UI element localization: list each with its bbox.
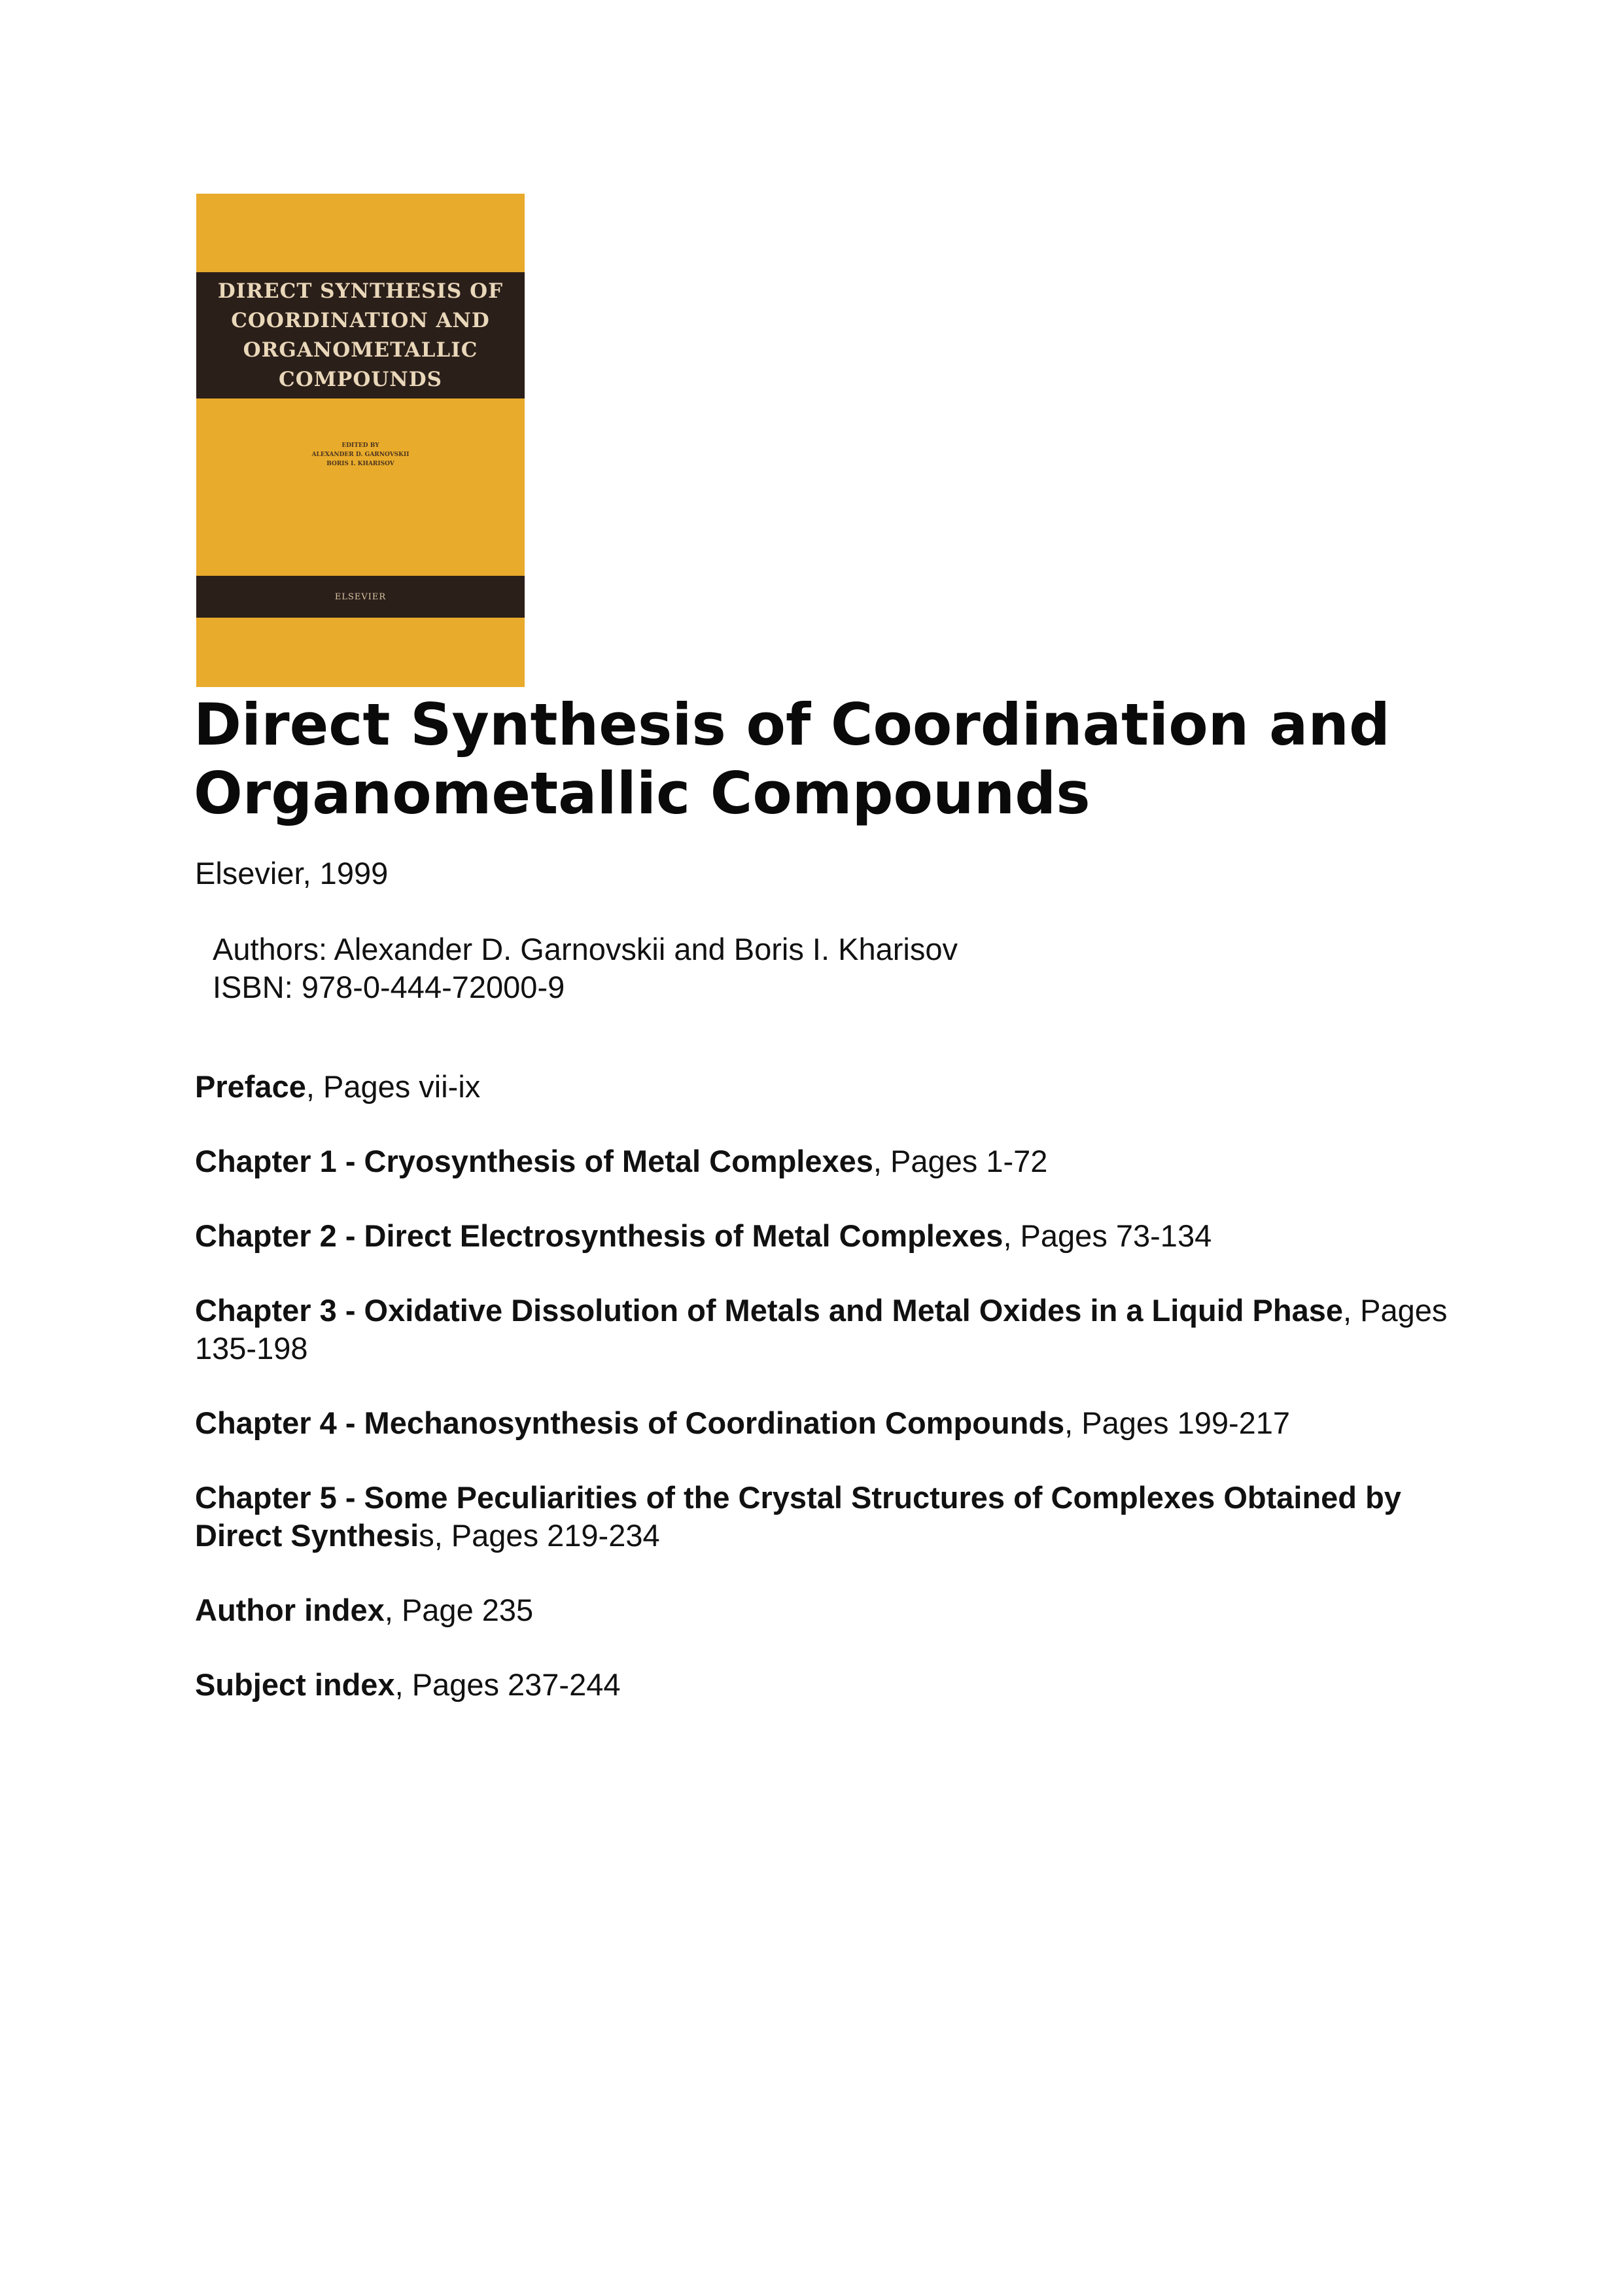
- toc-entry-preface[interactable]: [195, 1068, 1471, 1106]
- toc-entry-pages: , Pages 73-134: [1003, 1218, 1212, 1253]
- toc-entry-pages: , Pages vii-ix: [305, 1069, 481, 1104]
- book-meta: [213, 930, 958, 1006]
- cover-title-line-3: ORGANOMETALLIC: [243, 338, 478, 362]
- cover-title-line-1: DIRECT SYNTHESIS OF: [217, 279, 504, 303]
- toc-entry-pages: , Pages 199-217: [1064, 1405, 1291, 1440]
- toc-entry-pages: , Pages 219-234: [434, 1518, 660, 1553]
- cover-title-line-4: COMPOUNDS: [279, 367, 442, 391]
- book-title-line-1: Direct Synthesis of Coordination and: [194, 691, 1390, 758]
- toc-entry-title: Author index: [195, 1593, 385, 1627]
- cover-author-2: BORIS I. KHARISOV: [326, 461, 394, 467]
- cover-title-line-2: COORDINATION AND: [231, 308, 490, 332]
- toc-entry-chapter-4[interactable]: [195, 1404, 1471, 1442]
- toc-entry-title: Chapter 5 - Some Peculiarities of the Crystal Structures of Complexes Obtained by Direct Synthesi: [195, 1480, 1401, 1553]
- cover-edited-by: EDITED BY: [341, 442, 379, 449]
- cover-title-band: [196, 272, 525, 398]
- toc-entry-title: Chapter 1 - Cryosynthesis of Metal Complexes: [195, 1144, 873, 1178]
- book-cover-image: [196, 194, 525, 687]
- authors-line: Authors: Alexander D. Garnovskii and Boris I. Kharisov: [213, 932, 958, 966]
- toc-entry-title-tail: s: [419, 1518, 434, 1553]
- toc-entry-chapter-1[interactable]: [195, 1142, 1471, 1180]
- toc-entry-title: Preface: [195, 1069, 306, 1104]
- toc-entry-chapter-5[interactable]: [195, 1479, 1471, 1555]
- cover-publisher: ELSEVIER: [334, 592, 387, 602]
- toc-entry-chapter-3[interactable]: [195, 1292, 1471, 1368]
- toc-entry-pages: , Pages 135-198: [195, 1293, 1448, 1366]
- toc-entry-title: Chapter 2 - Direct Electrosynthesis of Metal Complexes: [195, 1218, 1003, 1253]
- book-title-line-2: Organometallic Compounds: [194, 760, 1091, 827]
- cover-title: [218, 277, 503, 395]
- cover-authors: [196, 441, 525, 468]
- toc-entry-chapter-2[interactable]: [195, 1217, 1471, 1255]
- toc-entry-author-index[interactable]: [195, 1591, 1471, 1629]
- cover-publisher-band: [196, 576, 525, 618]
- isbn-line: ISBN: 978-0-444-72000-9: [213, 970, 565, 1004]
- toc-entry-pages: , Pages 1-72: [873, 1144, 1048, 1178]
- publisher-year: Elsevier, 1999: [195, 856, 389, 891]
- toc-entry-title: Chapter 3 - Oxidative Dissolution of Metals and Metal Oxides in a Liquid Phase: [195, 1293, 1344, 1328]
- book-title: [194, 690, 1502, 828]
- toc-entry-pages: , Page 235: [384, 1593, 534, 1627]
- cover-author-1: ALEXANDER D. GARNOVSKII: [311, 451, 410, 458]
- toc-entry-title: Chapter 4 - Mechanosynthesis of Coordination Compounds: [195, 1405, 1065, 1440]
- toc-entry-title: Subject index: [195, 1667, 395, 1702]
- toc-entry-subject-index[interactable]: [195, 1666, 1471, 1704]
- toc-entry-pages: , Pages 237-244: [394, 1667, 621, 1702]
- table-of-contents: [195, 1068, 1471, 1704]
